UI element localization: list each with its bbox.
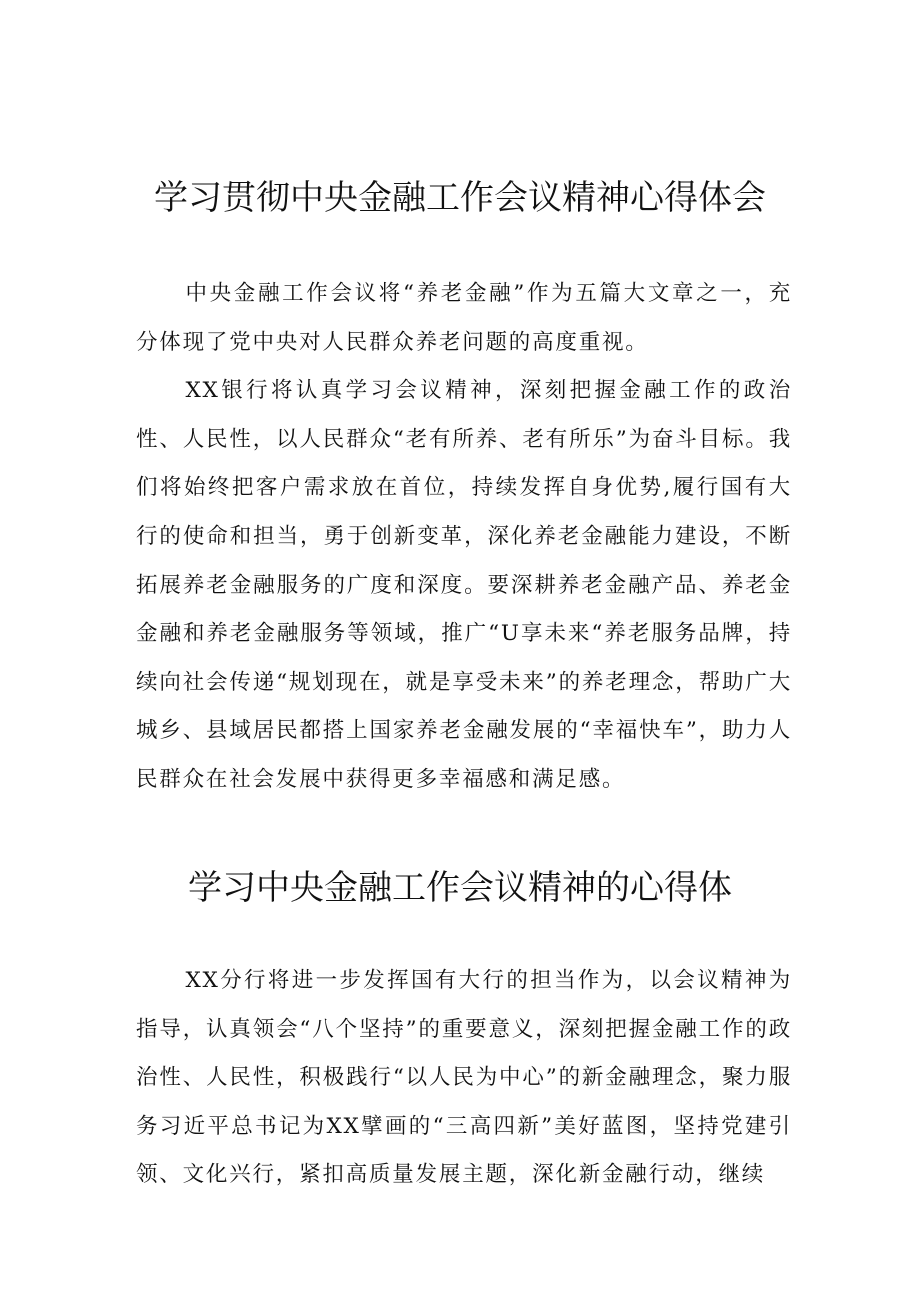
section-1-paragraph-1: 中央金融工作会议将“养老金融”作为五篇大文章之一，充分体现了党中央对人民群众养老问题的高度重视。 [136, 281, 792, 355]
section-2-title: 学习中央金融工作会议精神的心得体 [188, 868, 732, 908]
section-1-body [136, 270, 792, 805]
section-2-body [136, 957, 792, 1200]
section-2-paragraph-1: XX分行将进一步发挥国有大行的担当作为，以会议精神为指导，认真领会“八个坚持”的重要意义，深刻把握金融工作的政治性、人民性，积极践行“以人民为中心”的新金融理念，聚力服务习近平总书记为XX擘画的“三高四新”美好蓝图，坚持党建引领、文化兴行，紧扣高质量发展主题，深化新金融行动，继续 [136, 968, 792, 1188]
section-1-paragraph-2: XX银行将认真学习会议精神，深刻把握金融工作的政治性、人民性，以人民群众“老有所养、老有所乐”为奋斗目标。我们将始终把客户需求放在首位，持续发挥自身优势,履行国有大行的使命和担当，勇于创新变革，深化养老金融能力建设，不断拓展养老金融服务的广度和深度。要深耕养老金融产品、养老金金融和养老金融服务等领域，推广“U享未来“养老服务品牌，持续向社会传递“规划现在，就是享受未来”的养老理念，帮助广大城乡、县域居民都搭上国家养老金融发展的“幸福快车”，助力人民群众在社会发展中获得更多幸福感和满足感。 [136, 378, 792, 792]
section-1-title: 学习贯彻中央金融工作会议精神心得体会 [154, 178, 766, 218]
